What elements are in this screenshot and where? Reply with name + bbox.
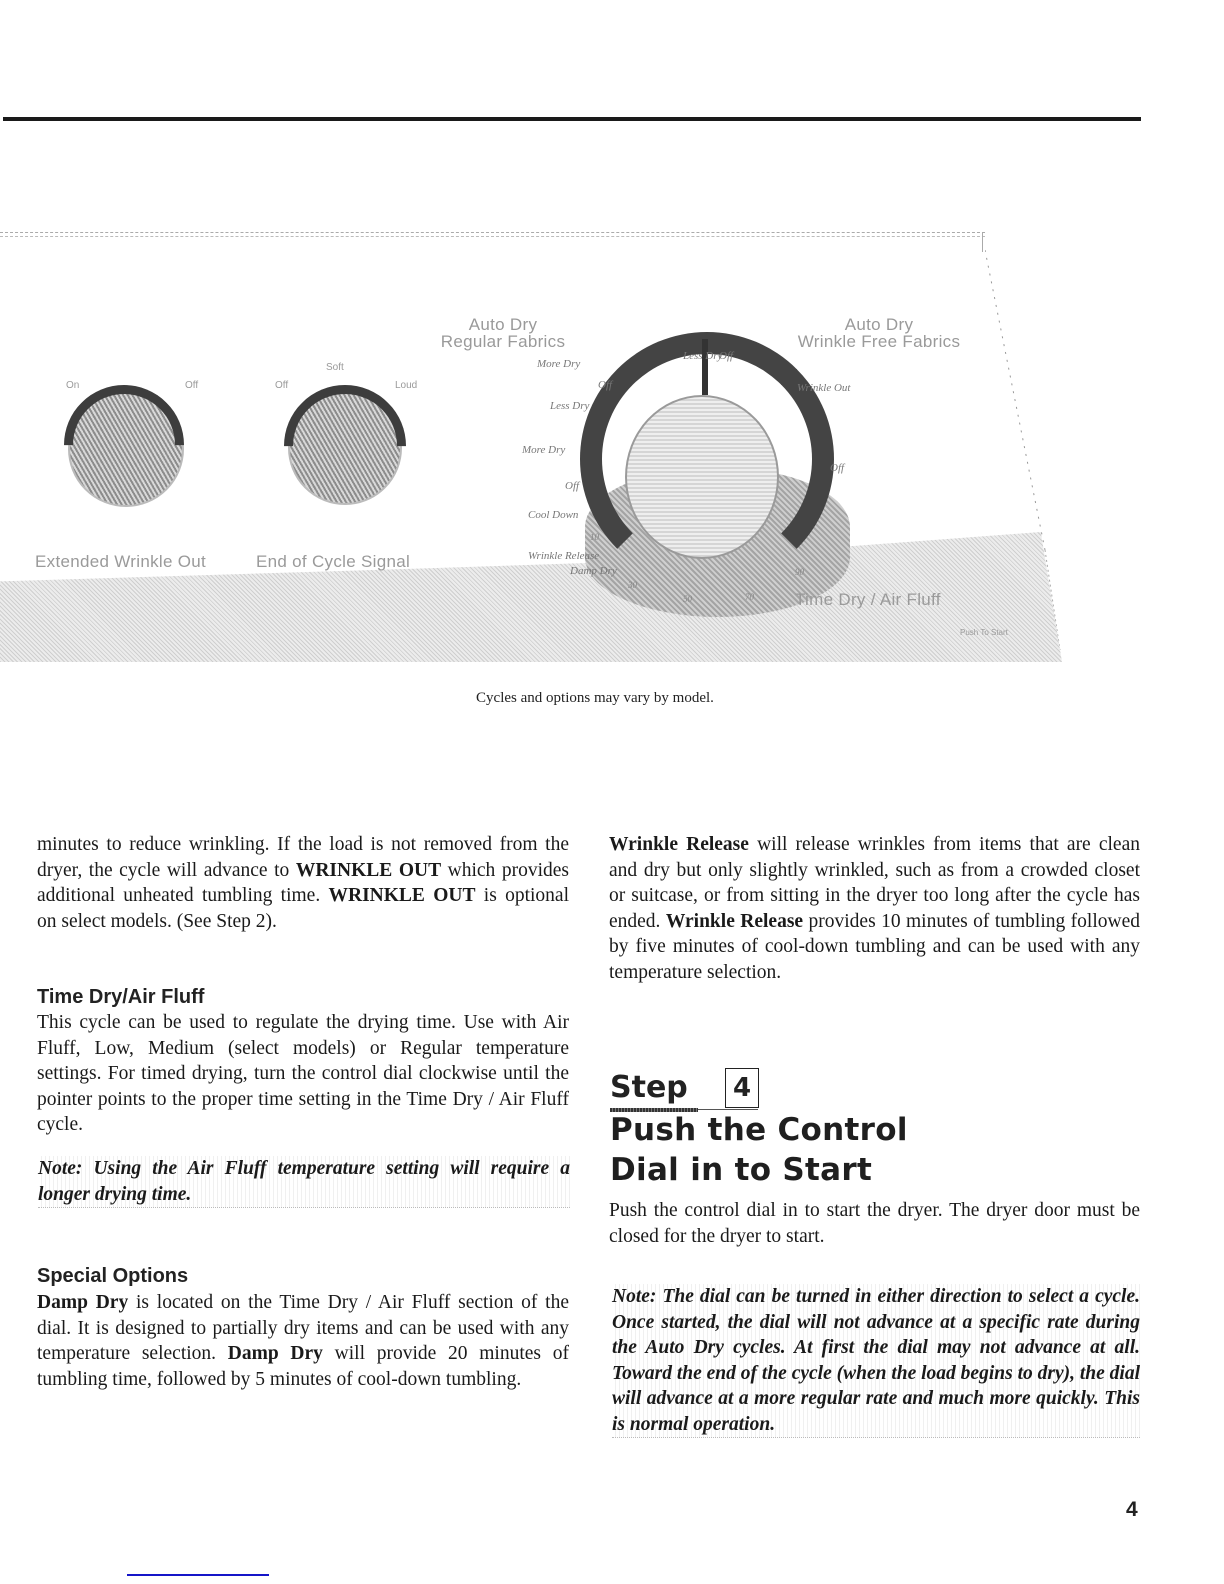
mark-damp-dry: Damp Dry xyxy=(570,565,617,577)
special-options-heading: Special Options xyxy=(37,1265,189,1287)
dial-pointer-icon xyxy=(702,339,708,395)
mark-off-wf: Off xyxy=(719,350,734,362)
mark-10: 10 xyxy=(590,532,599,542)
push-to-start-paragraph: Push the control dial in to start the dryer. The dryer door must be closed for the dryer to start. xyxy=(609,1200,1140,1247)
cycle-control-dial[interactable] xyxy=(575,327,835,627)
time-dry-paragraph: This cycle can be used to regulate the drying time. Use with Air Fluff, Low, Medium (select models) or Regular temperature settings. For timed drying, turn the control dial clockwise until the pointer points to the proper time setting in the Time Dry / Air Fluff cycle. xyxy=(37,1012,569,1135)
mark-more-dry-2: More Dry xyxy=(522,444,566,456)
step-word: Step xyxy=(610,1070,688,1105)
panel-edge xyxy=(982,232,983,252)
knob-arc xyxy=(39,360,209,530)
step-title: Push the Control Dial in to Start xyxy=(610,1112,908,1188)
mark-50: 50 xyxy=(683,594,692,604)
mark-more-dry: More Dry xyxy=(537,358,581,370)
mark-off-wf-2: Off xyxy=(830,462,845,474)
mark-wrinkle-release: Wrinkle Release xyxy=(528,550,600,562)
time-dry-heading: Time Dry/Air Fluff xyxy=(37,986,205,1008)
knob2-off-mark: Off xyxy=(275,380,289,391)
damp-dry-paragraph: Damp Dry is located on the Time Dry / Air Fluff section of the dial. It is designed to partially dry items and can be used with any temperature selection. Damp Dry will provide 20 minutes of tumbling time, followed by 5 minutes of cool-down tumbling. xyxy=(37,1292,569,1390)
mark-70: 70 xyxy=(745,592,754,602)
blue-underline-mark xyxy=(127,1574,269,1576)
control-panel-illustration xyxy=(0,232,1070,664)
mark-30: 30 xyxy=(628,580,637,590)
knob1-on-mark: On xyxy=(66,380,80,391)
mark-off: Off xyxy=(598,379,613,391)
mark-less-dry-wf: Less Dry xyxy=(683,350,723,362)
header-rule xyxy=(3,117,1141,121)
dial-operation-note: Note: The dial can be turned in either direction to select a cycle. Once started, the dial will not advance at a specific rate during the Auto Dry cycles. At first the dial may not advance at all. Toward the end of the cycle (when the load begins to dry), the dial will advance at a more regular rate and much more quickly. This is normal operation. xyxy=(612,1284,1140,1438)
dial-knob-face xyxy=(625,395,779,559)
panel-top-edge xyxy=(0,232,985,237)
mark-cool-down: Cool Down xyxy=(528,509,579,521)
knob2-soft-mark: Soft xyxy=(326,362,344,373)
mark-less-dry: Less Dry xyxy=(550,400,590,412)
wrinkle-release-paragraph: Wrinkle Release will release wrinkles from items that are clean and dry but only slightly wrinkled, such as from a crowded closet or suitcase, or from sitting in the dryer too long after the cycle has ended. Wrinkle Release provides 10 minutes of tumbling followed by five minutes of cool-down tumbling and can be used with any temperature selection. xyxy=(609,834,1140,983)
air-fluff-note: Note: Using the Air Fluff temperature setting will require a longer drying time. xyxy=(38,1156,570,1208)
page-number: 4 xyxy=(1126,1498,1138,1521)
mark-off-2: Off xyxy=(565,480,580,492)
figure-caption: Cycles and options may vary by model. xyxy=(476,690,714,706)
end-of-cycle-signal-knob[interactable] xyxy=(280,377,418,512)
push-to-start-label: Push To Start xyxy=(960,628,1008,637)
extended-wrinkle-out-knob[interactable] xyxy=(60,377,195,512)
end-of-cycle-signal-label: End of Cycle Signal xyxy=(256,552,411,571)
wrinkle-out-paragraph: minutes to reduce wrinkling. If the load is not removed from the dryer, the cycle will advance to WRINKLE OUT which provides additional unheated tumbling time. WRINKLE OUT is optional on select models. (See Step 2). xyxy=(37,834,569,932)
step-number-badge: 4 xyxy=(725,1068,759,1108)
time-dry-air-fluff-label: Time Dry / Air Fluff xyxy=(795,590,941,609)
knob1-off-mark: Off xyxy=(185,380,199,391)
knob2-loud-mark: Loud xyxy=(395,380,418,391)
mark-wrinkle-out: Wrinkle Out xyxy=(797,382,851,394)
extended-wrinkle-out-label: Extended Wrinkle Out xyxy=(35,552,207,571)
step-heading xyxy=(610,1068,770,1114)
mark-90: 90 xyxy=(795,567,804,577)
auto-dry-regular-label: Auto Dry Regular Fabrics xyxy=(440,315,566,351)
auto-dry-wrinkle-free-label: Auto Dry Wrinkle Free Fabrics xyxy=(797,315,961,351)
